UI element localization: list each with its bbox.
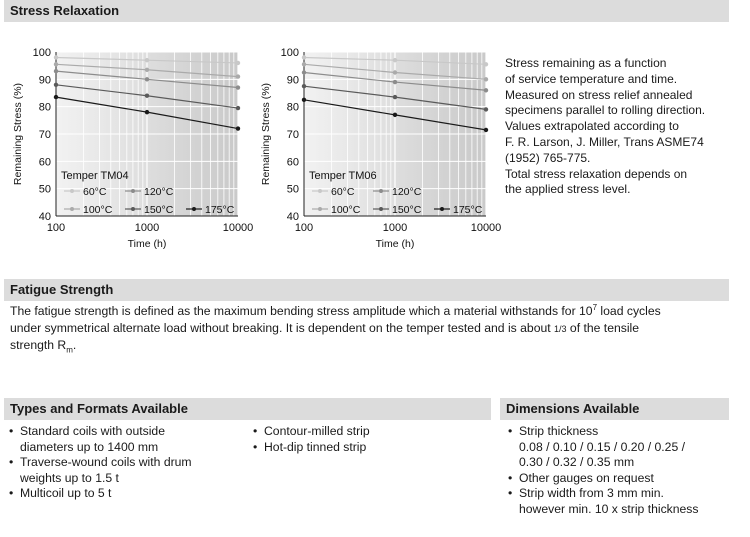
y-tick-label: 50 — [38, 183, 51, 196]
dimensions-header: Dimensions Available — [500, 398, 729, 420]
data-point — [145, 58, 149, 62]
data-point — [393, 113, 397, 117]
data-point — [484, 128, 488, 132]
list-item — [8, 455, 248, 486]
data-point — [393, 58, 397, 62]
fatigue-line-3 — [10, 337, 725, 354]
stress-relaxation-description — [505, 56, 740, 198]
dimensions-list — [507, 424, 732, 517]
item-line: diameters up to 1400 mm — [20, 439, 159, 454]
fatigue-text: . — [72, 338, 77, 352]
legend-marker — [70, 207, 74, 211]
description-line: Total stress relaxation depends on — [505, 166, 688, 181]
item-line: Contour-milled strip — [264, 424, 370, 438]
legend-label: 100°C — [83, 204, 113, 216]
legend-label: 60°C — [331, 186, 355, 198]
x-tick-label: 1000 — [382, 222, 408, 234]
description-line: specimens parallel to rolling direction. — [505, 103, 706, 118]
data-point — [236, 106, 240, 110]
list-item — [507, 471, 732, 487]
fatigue-text: load cycles — [597, 304, 661, 318]
list-item — [507, 486, 732, 517]
legend-label: 150°C — [144, 204, 174, 216]
types-list-col1 — [8, 424, 248, 502]
x-tick-label: 100 — [46, 222, 66, 234]
legend-label: 120°C — [392, 186, 422, 198]
data-point — [484, 77, 488, 81]
legend-marker — [440, 207, 444, 211]
data-point — [393, 80, 397, 84]
chart-title: Temper TM06 — [309, 170, 377, 182]
data-point — [484, 107, 488, 111]
data-point — [302, 84, 306, 88]
list-item — [252, 424, 482, 440]
data-point — [236, 126, 240, 130]
chart-title: Temper TM04 — [61, 170, 129, 182]
y-tick-label: 70 — [38, 129, 51, 141]
chart-tm06 — [252, 40, 502, 260]
data-point — [145, 110, 149, 114]
y-axis-label: Remaining Stress (%) — [12, 82, 24, 186]
item-line: weights up to 1.5 t — [20, 470, 119, 485]
data-point — [236, 74, 240, 78]
legend-label: 175°C — [453, 204, 483, 216]
chart-tm06-svg — [252, 40, 502, 255]
data-point — [145, 68, 149, 72]
description-line: F. R. Larson, J. Miller, Trans ASME74 — [505, 134, 704, 149]
description-line: Measured on stress relief annealed — [505, 87, 693, 102]
y-axis-label: Remaining Stress (%) — [260, 82, 272, 186]
description-line: of service temperature and time. — [505, 71, 678, 86]
data-point — [393, 95, 397, 99]
y-tick-label: 90 — [286, 74, 299, 87]
data-point — [54, 83, 58, 87]
y-tick-label: 60 — [38, 156, 51, 169]
data-point — [302, 98, 306, 102]
y-tick-label: 40 — [286, 211, 299, 223]
item-line: Standard coils with outside — [20, 424, 165, 438]
data-point — [393, 70, 397, 74]
item-line: 0.30 / 0.32 / 0.35 mm — [519, 455, 635, 469]
subscript: m — [66, 345, 73, 355]
y-tick-label: 80 — [286, 101, 299, 114]
legend-label: 175°C — [205, 204, 235, 216]
legend-marker — [131, 207, 135, 211]
legend-marker — [318, 207, 322, 211]
y-tick-label: 70 — [286, 129, 299, 141]
types-list-col2 — [252, 424, 482, 455]
y-tick-label: 50 — [286, 183, 299, 196]
y-tick-label: 80 — [38, 101, 51, 114]
x-axis-label: Time (h) — [127, 238, 167, 250]
description-line: Stress remaining as a function — [505, 56, 667, 70]
list-item — [507, 424, 732, 471]
data-point — [484, 88, 488, 92]
data-point — [484, 62, 488, 66]
x-axis-label: Time (h) — [375, 238, 415, 250]
item-line: Strip width from 3 mm min. — [519, 486, 664, 500]
data-point — [145, 77, 149, 81]
data-point — [54, 55, 58, 59]
x-tick-label: 100 — [294, 222, 314, 234]
fatigue-strength-header: Fatigue Strength — [4, 279, 729, 301]
fraction: 1/3 — [554, 323, 567, 334]
item-line: 0.08 / 0.10 / 0.15 / 0.20 / 0.25 / — [519, 439, 686, 454]
exponent: 7 — [592, 302, 598, 312]
item-line: however min. 10 x strip thickness — [519, 501, 699, 516]
list-item — [252, 440, 482, 456]
data-point — [54, 69, 58, 73]
data-point — [302, 62, 306, 66]
types-formats-header: Types and Formats Available — [4, 398, 491, 420]
data-point — [302, 70, 306, 74]
legend-marker — [379, 189, 383, 193]
list-item — [8, 424, 248, 455]
data-point — [236, 61, 240, 65]
data-point — [54, 62, 58, 66]
fatigue-line-2 — [10, 320, 725, 338]
description-line: the applied stress level. — [505, 182, 631, 197]
fatigue-line-1 — [10, 303, 725, 320]
x-tick-label: 10000 — [222, 222, 254, 234]
legend-label: 120°C — [144, 186, 174, 198]
y-tick-label: 100 — [280, 47, 299, 59]
fatigue-text: strength R — [10, 338, 67, 352]
x-tick-label: 10000 — [470, 222, 502, 234]
item-line: Traverse-wound coils with drum — [20, 455, 192, 469]
legend-label: 100°C — [331, 204, 361, 216]
x-tick-label: 1000 — [134, 222, 160, 234]
list-item — [8, 486, 248, 502]
fatigue-text: of the tensile — [566, 320, 640, 335]
item-line: Strip thickness — [519, 424, 599, 438]
legend-label: 150°C — [392, 204, 422, 216]
legend-marker — [318, 189, 322, 193]
data-point — [145, 94, 149, 98]
legend-marker — [379, 207, 383, 211]
item-line: Hot-dip tinned strip — [264, 439, 367, 454]
y-tick-label: 40 — [38, 211, 51, 223]
item-line: Multicoil up to 5 t — [20, 486, 112, 500]
legend-marker — [192, 207, 196, 211]
item-line: Other gauges on request — [519, 470, 654, 485]
data-point — [302, 55, 306, 59]
legend-marker — [131, 189, 135, 193]
fatigue-text: The fatigue strength is defined as the maximum bending stress amplitude which a material withstands for 10 — [10, 304, 593, 318]
description-line: (1952) 765-775. — [505, 150, 591, 165]
legend-marker — [70, 189, 74, 193]
fatigue-text: under symmetrical alternate load without breaking. It is dependent on the temper tested and is about — [10, 320, 555, 335]
y-tick-label: 100 — [32, 47, 51, 59]
legend-label: 60°C — [83, 186, 107, 198]
chart-tm04 — [4, 40, 254, 260]
chart-tm04-svg — [4, 40, 254, 255]
fatigue-description — [10, 303, 725, 354]
y-tick-label: 60 — [286, 156, 299, 169]
y-tick-label: 90 — [38, 74, 51, 87]
stress-relaxation-header: Stress Relaxation — [4, 0, 729, 22]
data-point — [54, 95, 58, 99]
description-line: Values extrapolated according to — [505, 119, 679, 134]
data-point — [236, 85, 240, 89]
